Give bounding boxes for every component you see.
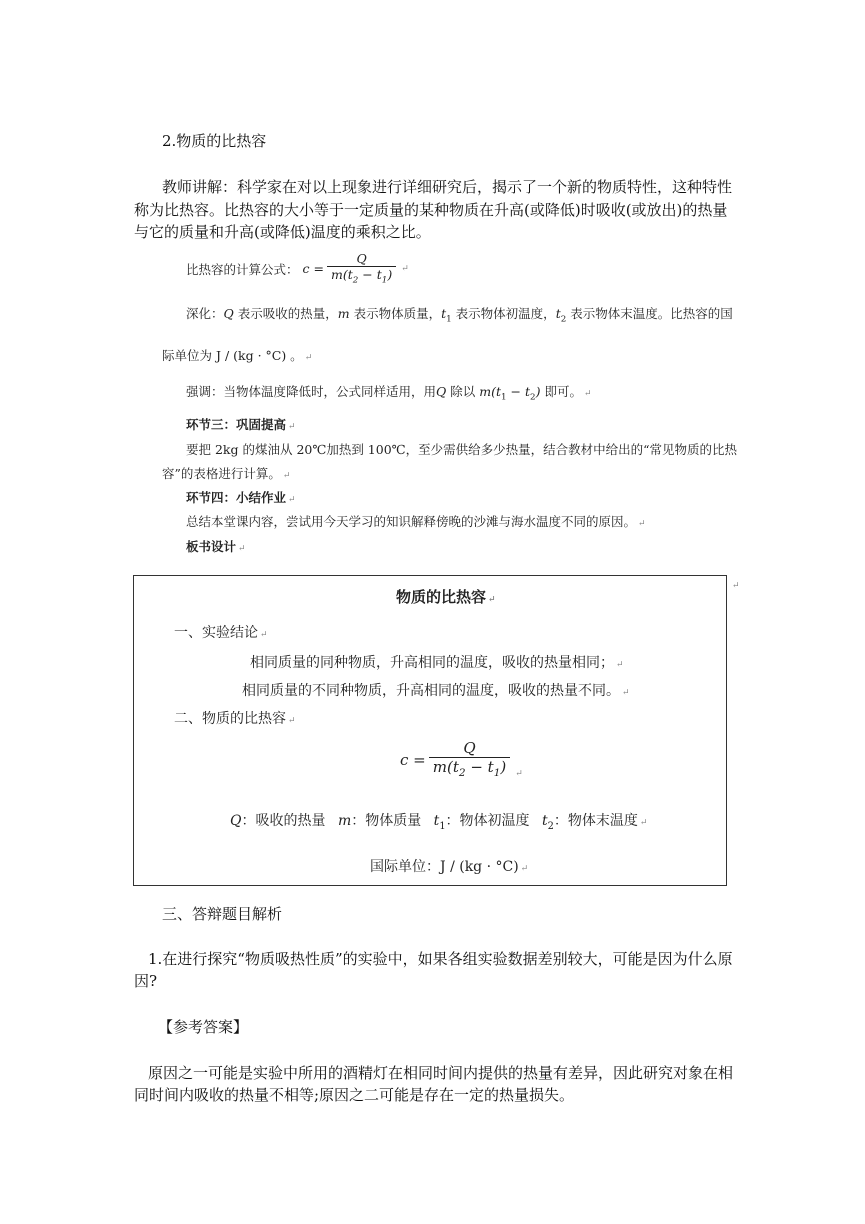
- link3-text-2: 容”的表格进行计算。 ↵: [162, 466, 291, 481]
- formula-lhs: c =: [302, 261, 324, 277]
- board-conclusion-2: 相同质量的不同种物质，升高相同的温度，吸收的热量不同。 ↵: [242, 683, 630, 699]
- answer-text: 原因之一可能是实验中所用的酒精灯在相同时间内提供的热量有差异，因此研究对象在相同时间内吸收的热量不相等;原因之二可能是存在一定的热量损失。: [134, 1064, 734, 1104]
- formula-denominator: $m(t_2 - t_1)$: [327, 266, 396, 286]
- paragraph-mark: ↵: [401, 263, 409, 274]
- formula-fraction: [327, 252, 396, 286]
- link3-text-1: 要把 2kg 的煤油从 20℃加热到 100℃，至少需供给多少热量，结合教材中给出的“常见物质的比热: [186, 442, 738, 457]
- board-heading-1: 一、实验结论 ↵: [174, 625, 268, 641]
- board-unit: 国际单位：J / (kg · °C) ↵: [370, 859, 529, 875]
- board-conclusion-1: 相同质量的同种物质，升高相同的温度，吸收的热量相同； ↵: [250, 655, 624, 671]
- section-title: 2.物质的比热容: [162, 132, 267, 150]
- board-legend: Q：吸收的热量 m：物体质量 $t_1$：物体初温度 $t_2$：物体末温度 ↵: [230, 813, 648, 832]
- deepen-line-2: 际单位为 J / (kg · °C) 。 ↵: [162, 348, 313, 363]
- teacher-explanation: 教师讲解：科学家在对以上现象进行详细研究后，揭示了一个新的物质特性，这种特性称为比热容。比热容的大小等于一定质量的某种物质在升高(或降低)时吸收(或放出)的热量与它的质量和升高(或降低)温度的乘积之比。: [134, 178, 733, 241]
- formula-label: 比热容的计算公式：: [186, 261, 299, 277]
- section3-title: 三、答辩题目解析: [162, 905, 283, 923]
- board-title: 物质的比热容 ↵: [396, 588, 496, 606]
- link4-text: 总结本堂课内容，尝试用今天学习的知识解释傍晚的沙滩与海水温度不同的原因。 ↵: [186, 514, 646, 529]
- board-edge-mark: ↵: [732, 581, 740, 591]
- link4-title: 环节四：小结作业 ↵: [186, 490, 296, 505]
- link3-title: 环节三：巩固提高 ↵: [186, 417, 296, 432]
- emphasis-line: 强调：当物体温度降低时，公式同样适用，用Q 除以 $m(t_1 - t_2)$ 即可。 ↵: [186, 384, 592, 403]
- deepen-line-1: 深化：Q 表示吸收的热量，m 表示物体质量，$t_1$ 表示物体初温度，$t_2$ 表示物体末温度。比热容的国: [186, 306, 733, 325]
- board-design-box: [133, 575, 727, 886]
- reference-answer-label: 【参考答案】: [158, 1018, 249, 1036]
- formula-numerator: Q: [356, 251, 367, 266]
- board-design-label: 板书设计 ↵: [186, 539, 246, 554]
- board-formula: c = $\frac{Q}{m(t_2 - t_1)}$ ↵: [400, 739, 523, 780]
- question-1: 1.在进行探究“物质吸热性质”的实验中，如果各组实验数据差别较大，可能是因为什么原因?: [134, 950, 733, 990]
- formula-line: [186, 252, 409, 286]
- board-heading-2: 二、物质的比热容 ↵: [174, 711, 296, 727]
